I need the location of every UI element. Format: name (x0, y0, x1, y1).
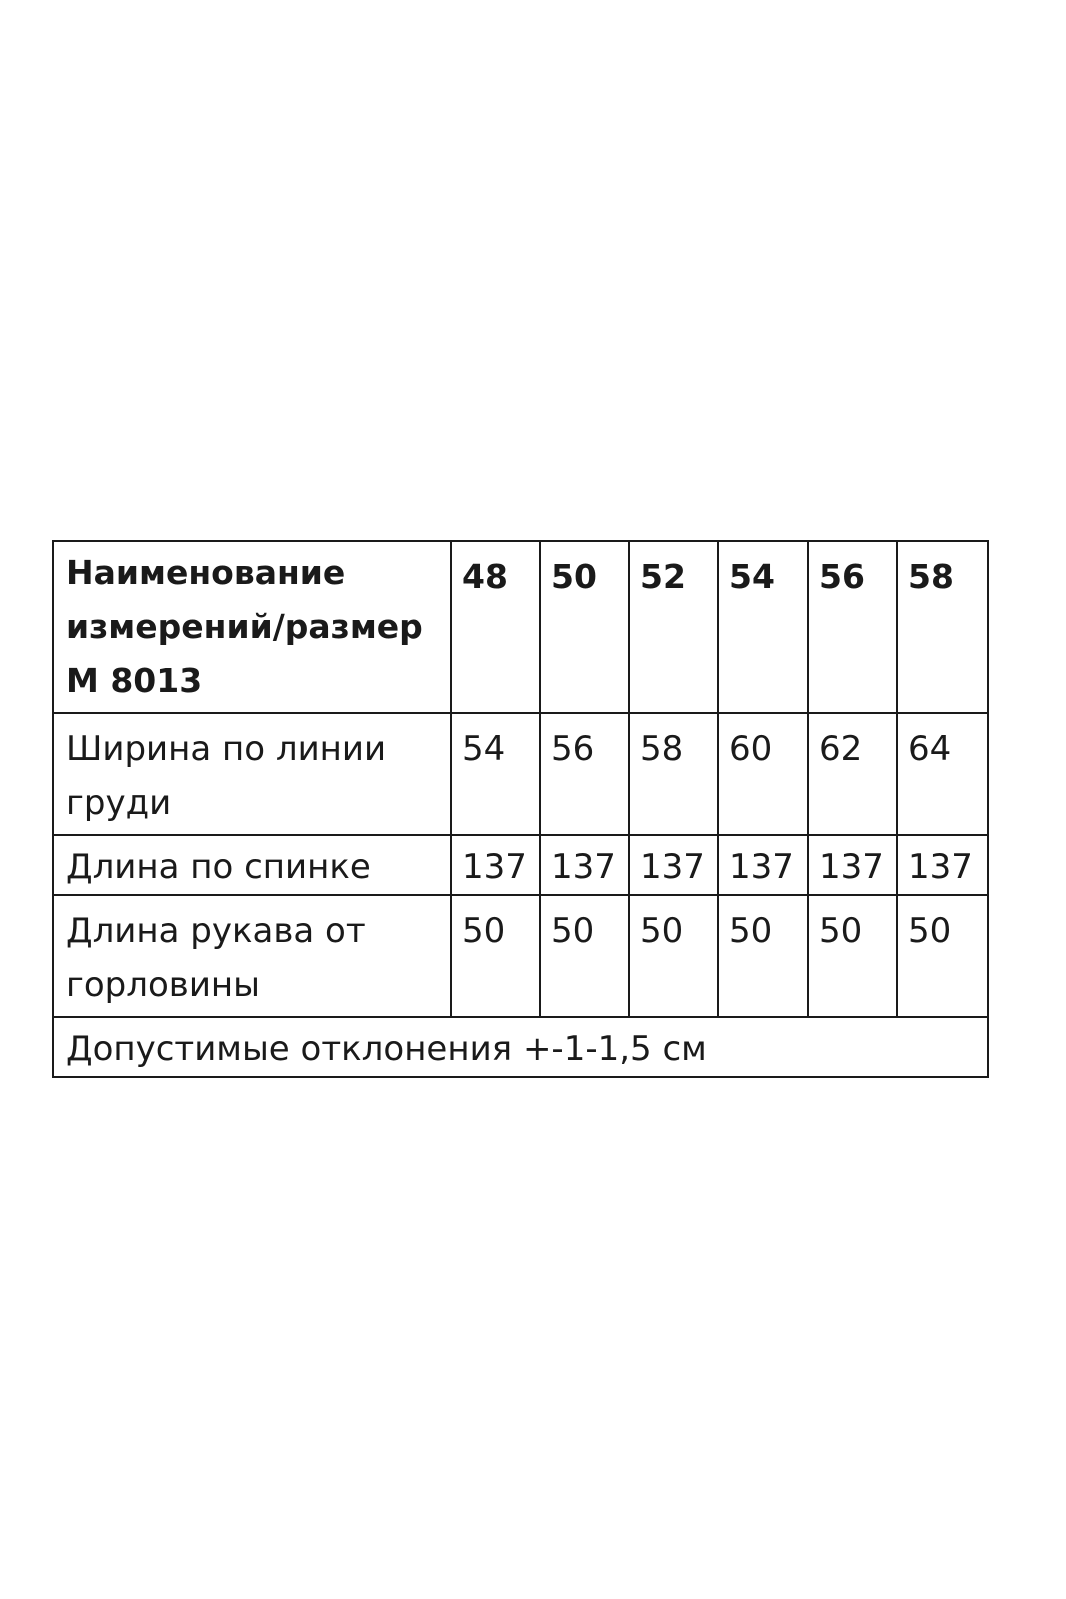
row-label-line: Длина рукава от (66, 911, 366, 951)
size-header-cell: 56 (808, 541, 897, 713)
measurement-cell: 137 (451, 835, 540, 895)
measurement-cell: 50 (897, 895, 988, 1017)
tolerance-note: Допустимые отклонения +-1-1,5 см (53, 1017, 988, 1077)
header-label-cell (53, 541, 451, 713)
measurement-cell: 60 (718, 713, 808, 835)
measurement-cell: 137 (718, 835, 808, 895)
measurement-cell: 50 (451, 895, 540, 1017)
header-label-line: измерений/размер (66, 607, 423, 646)
model-number: М 8013 (66, 661, 203, 700)
measurement-cell: 137 (808, 835, 897, 895)
table-row-chest-width (53, 713, 988, 835)
size-header-cell: 50 (540, 541, 629, 713)
measurement-cell: 50 (718, 895, 808, 1017)
measurement-cell: 54 (451, 713, 540, 835)
measurement-cell: 58 (629, 713, 718, 835)
row-label-cell (53, 835, 451, 895)
header-row (53, 541, 988, 713)
table-row-back-length (53, 835, 988, 895)
measurement-cell: 50 (629, 895, 718, 1017)
row-label-line: горловины (66, 965, 260, 1005)
measurement-cell: 56 (540, 713, 629, 835)
measurement-cell: 137 (897, 835, 988, 895)
measurement-cell: 62 (808, 713, 897, 835)
measurement-cell: 50 (540, 895, 629, 1017)
measurement-cell: 50 (808, 895, 897, 1017)
size-header-cell: 54 (718, 541, 808, 713)
row-label-cell (53, 713, 451, 835)
measurement-cell: 64 (897, 713, 988, 835)
measurement-cell: 137 (540, 835, 629, 895)
size-chart-table (52, 540, 989, 1078)
header-label-line: Наименование (66, 553, 346, 592)
row-label-cell (53, 895, 451, 1017)
row-label-line: Длина по спинке (66, 847, 371, 887)
table-row-sleeve-length (53, 895, 988, 1017)
table-row-tolerance-note (53, 1017, 988, 1077)
size-header-cell: 48 (451, 541, 540, 713)
measurement-cell: 137 (629, 835, 718, 895)
size-header-cell: 52 (629, 541, 718, 713)
row-label-line: Ширина по линии (66, 729, 387, 769)
row-label-line: груди (66, 783, 172, 823)
size-header-cell: 58 (897, 541, 988, 713)
